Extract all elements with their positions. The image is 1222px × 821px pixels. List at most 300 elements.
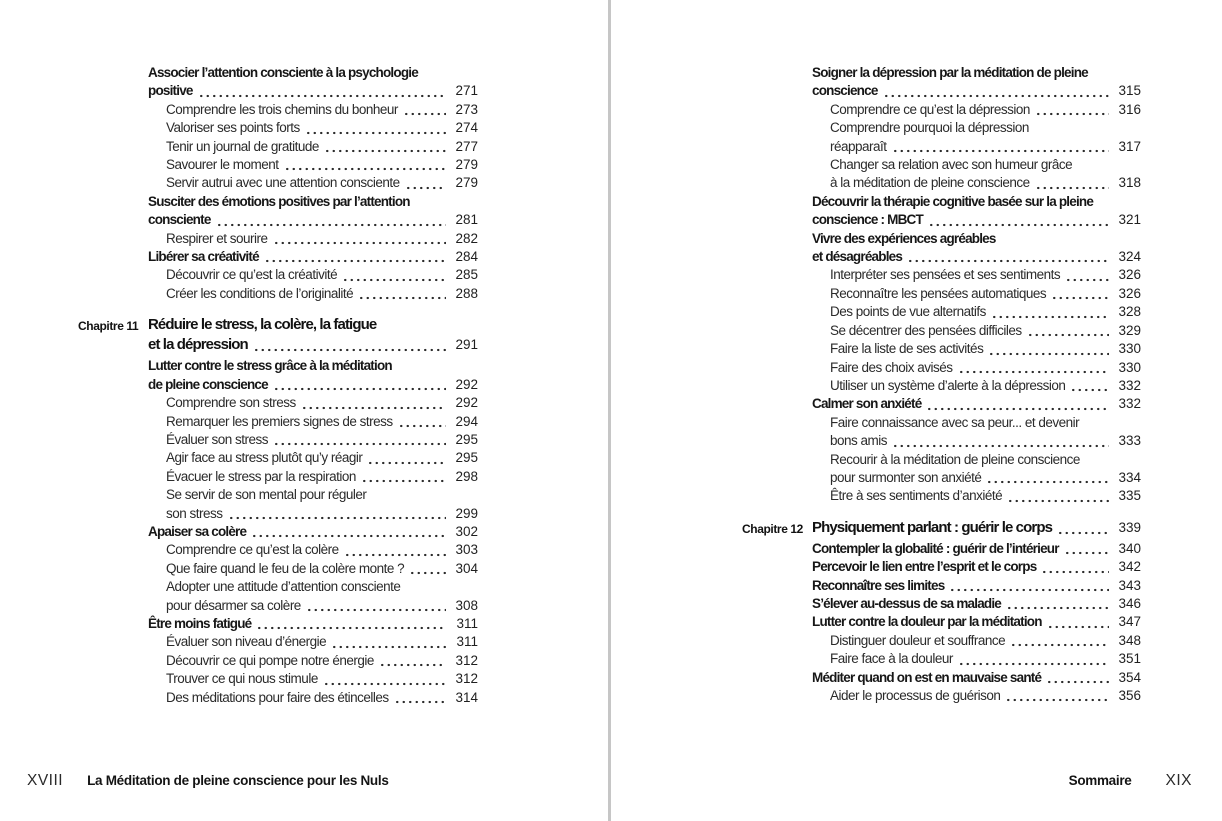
chapter-label: Chapitre 12 (742, 521, 803, 536)
toc-line (148, 101, 478, 119)
right-folio: XIX (1165, 772, 1192, 789)
toc-line (812, 650, 1141, 668)
toc-page-number: 277 (455, 138, 478, 154)
toc-page-number: 321 (1118, 212, 1141, 228)
toc-line (148, 652, 478, 670)
toc-entry-text: et la dépression (148, 336, 248, 354)
dot-leader (958, 370, 1109, 374)
toc-page-number: 334 (1118, 469, 1141, 485)
toc-entry (148, 578, 478, 615)
toc-entry (812, 414, 1141, 451)
toc-line (812, 322, 1141, 340)
toc-line (812, 487, 1141, 505)
toc-entry (812, 230, 1141, 267)
toc-page-number: 354 (1118, 669, 1141, 685)
toc-line (148, 193, 478, 211)
toc-page-number: 351 (1118, 651, 1141, 667)
toc-entry (148, 541, 478, 559)
toc-entry (812, 577, 1141, 595)
toc-entry-text: Lutter contre la douleur par la méditation (812, 614, 1042, 630)
toc-entry (812, 395, 1141, 413)
dot-leader (907, 259, 1109, 263)
toc-page-number: 288 (455, 285, 478, 301)
book-title: La Méditation de pleine conscience pour les Nuls (87, 773, 389, 788)
dot-leader (306, 608, 446, 612)
dot-leader (405, 186, 446, 190)
toc-entry-text: Calmer son anxiété (812, 396, 922, 412)
toc-page-number: 279 (455, 157, 478, 173)
toc-line (148, 266, 478, 284)
toc-line (148, 615, 478, 633)
toc-page-number: 346 (1118, 595, 1141, 611)
toc-page-number: 318 (1118, 175, 1141, 191)
toc-entry-text: Remarquer les premiers signes de stress (166, 413, 393, 429)
toc-entry-text: Réduire le stress, la colère, la fatigue (148, 316, 377, 334)
toc-entry-text: Comprendre les trois chemins du bonheur (166, 101, 398, 117)
toc-line (812, 632, 1141, 650)
toc-entry-text: de pleine conscience (148, 376, 268, 392)
dot-leader (1006, 606, 1109, 610)
toc-entry-text: Évacuer le stress par la respiration (166, 468, 356, 484)
toc-page-number: 282 (455, 230, 478, 246)
toc-page-number: 295 (455, 431, 478, 447)
toc-line (812, 266, 1141, 284)
dot-leader (216, 223, 446, 227)
toc-entry-text: Découvrir ce qu’est la créativité (166, 267, 338, 283)
dot-leader (991, 315, 1109, 319)
dot-leader (398, 424, 446, 428)
toc-entry-text: Utiliser un système d’alerte à la dépression (830, 377, 1066, 393)
toc-page-number: 273 (455, 101, 478, 117)
toc-entry-text: Évaluer son niveau d’énergie (166, 634, 327, 650)
toc-page-number: 302 (455, 523, 478, 539)
toc-line (148, 138, 478, 156)
toc-line (148, 578, 478, 596)
dot-leader (892, 444, 1109, 448)
toc-entry-text: conscience : MBCT (812, 212, 923, 228)
toc-page-number: 315 (1118, 83, 1141, 99)
toc-line (812, 432, 1141, 450)
dot-leader (928, 223, 1109, 227)
toc-page-number: 329 (1118, 322, 1141, 338)
toc-entry-text: Soigner la dépression par la méditation de pleine (812, 65, 1088, 80)
toc-line (812, 138, 1141, 156)
toc-entry (148, 230, 478, 248)
toc-entry-text: à la méditation de pleine conscience (830, 175, 1030, 191)
dot-leader (251, 534, 446, 538)
toc-entry-text: Interpréter ses pensées et ses sentiments (830, 267, 1061, 283)
dot-leader (1007, 499, 1109, 503)
dot-leader (331, 645, 446, 649)
toc-entry (148, 394, 478, 412)
dot-leader (301, 406, 446, 410)
toc-page-number: 335 (1118, 488, 1141, 504)
toc-entry-text: Aider le processus de guérison (830, 688, 1001, 703)
toc-entry-text: Évaluer son stress (166, 431, 269, 447)
toc-line (812, 156, 1141, 174)
dot-leader (403, 112, 446, 116)
toc-page-number: 292 (455, 376, 478, 392)
toc-line (148, 431, 478, 449)
toc-entry (148, 652, 478, 670)
dot-leader (253, 348, 446, 352)
toc-line (148, 670, 478, 688)
section-title: Sommaire (1068, 773, 1132, 788)
toc-entry-text: Servir autrui avec une attention consciente (166, 175, 400, 191)
dot-leader (342, 278, 446, 282)
toc-line (812, 558, 1141, 576)
dot-leader (358, 296, 446, 300)
dot-leader (988, 352, 1109, 356)
toc-entry-text: S’élever au-dessus de sa maladie (812, 595, 1002, 611)
toc-entry (812, 359, 1141, 377)
toc-line (812, 101, 1141, 119)
toc-line (812, 230, 1141, 248)
toc-page-number: 339 (1118, 519, 1141, 535)
toc-entry (812, 650, 1141, 668)
toc-entry-text: Se servir de son mental pour réguler (166, 487, 367, 503)
toc-line (148, 376, 478, 394)
toc-entry-text: Reconnaître ses limites (812, 577, 945, 593)
toc-page-number: 279 (455, 175, 478, 191)
toc-entry (812, 687, 1141, 705)
toc-entry-text: son stress (166, 505, 223, 521)
toc-entry-text: pour surmonter son anxiété (830, 469, 982, 485)
toc-line (148, 335, 478, 355)
toc-entry (812, 193, 1141, 230)
toc-line (148, 119, 478, 137)
toc-entry-text: Créer les conditions de l’originalité (166, 285, 354, 301)
toc-entry-text: Recourir à la méditation de pleine conscience (830, 451, 1080, 467)
toc-entry (148, 248, 478, 266)
toc-entry (148, 449, 478, 467)
toc-entry (812, 669, 1141, 687)
dot-leader (264, 259, 446, 263)
toc-page-number: 332 (1118, 396, 1141, 412)
toc-chapter-entry (742, 518, 1141, 538)
dot-leader (324, 149, 446, 153)
toc-line (812, 377, 1141, 395)
toc-line (148, 156, 478, 174)
dot-leader (958, 662, 1109, 666)
toc-page-number: 311 (456, 634, 478, 650)
toc-entry (812, 487, 1141, 505)
chapter-label: Chapitre 11 (78, 319, 139, 334)
dot-leader (1057, 531, 1109, 535)
toc-entry (148, 523, 478, 541)
toc-line (812, 669, 1141, 687)
toc-entry (148, 64, 478, 101)
toc-line (148, 449, 478, 467)
toc-page-number: 356 (1118, 688, 1141, 703)
toc-page-number: 281 (455, 212, 478, 228)
toc-entry-text: Reconnaître les pensées automatiques (830, 285, 1047, 301)
toc-entry-text: Vivre des expériences agréables (812, 230, 996, 246)
toc-line (812, 359, 1141, 377)
toc-page-number: 294 (455, 413, 478, 429)
toc-entry-text: Méditer quand on est en mauvaise santé (812, 669, 1042, 685)
toc-entry (148, 468, 478, 486)
dot-leader (273, 442, 446, 446)
toc-entry-text: Contempler la globalité : guérir de l’intérieur (812, 540, 1059, 556)
toc-entry (812, 119, 1141, 156)
dot-leader (409, 571, 446, 575)
toc-entry (148, 266, 478, 284)
toc-entry (148, 413, 478, 431)
toc-page-number: 284 (455, 249, 478, 265)
dot-leader (256, 626, 446, 630)
toc-entry (148, 615, 478, 633)
toc-line (812, 64, 1141, 82)
dot-leader (883, 94, 1109, 98)
toc-entry (812, 64, 1141, 101)
toc-entry (148, 560, 478, 578)
toc-page-number: 274 (455, 120, 478, 136)
toc-entry (812, 303, 1141, 321)
toc-line (812, 211, 1141, 229)
dot-leader (228, 516, 446, 520)
toc-entry-text: Physiquement parlant : guérir le corps (812, 518, 1053, 536)
toc-entry (148, 119, 478, 137)
toc-entry (812, 156, 1141, 193)
toc-entry (148, 633, 478, 651)
toc-page-number: 308 (455, 597, 478, 613)
toc-line (148, 541, 478, 559)
dot-leader (198, 94, 446, 98)
toc-entry-text: Adopter une attitude d’attention consciente (166, 579, 401, 595)
toc-page-number: 295 (455, 450, 478, 466)
toc-line (812, 395, 1141, 413)
toc-line (148, 597, 478, 615)
toc-entry-text: Des méditations pour faire des étincelles (166, 689, 389, 705)
toc-page-number: 317 (1118, 138, 1141, 154)
toc-entry (812, 558, 1141, 576)
toc-line (812, 687, 1141, 705)
toc-line (148, 523, 478, 541)
toc-entry-text: Respirer et sourire (166, 230, 268, 246)
dot-leader (1035, 112, 1109, 116)
toc-entry (812, 632, 1141, 650)
toc-entry-text: consciente (148, 212, 211, 228)
toc-line (812, 613, 1141, 631)
left-page-toc (78, 64, 478, 707)
toc-line (148, 468, 478, 486)
toc-page-number: 292 (455, 395, 478, 411)
dot-leader (1046, 680, 1109, 684)
dot-leader (926, 407, 1109, 411)
toc-entry-text: Faire la liste de ses activités (830, 341, 984, 357)
toc-page-number: 285 (455, 267, 478, 283)
toc-line (812, 577, 1141, 595)
toc-line (812, 248, 1141, 266)
dot-leader (1064, 551, 1109, 555)
right-page-footer (1069, 772, 1192, 790)
toc-page-number: 328 (1118, 304, 1141, 320)
dot-leader (1070, 388, 1109, 392)
dot-leader (361, 479, 446, 483)
toc-entry-text: positive (148, 83, 193, 99)
toc-line (148, 505, 478, 523)
toc-entry-text: Tenir un journal de gratitude (166, 138, 319, 154)
left-folio: XVIII (27, 772, 64, 789)
toc-page-number: 326 (1118, 267, 1141, 283)
toc-line (812, 469, 1141, 487)
toc-line (148, 64, 478, 82)
toc-entry-text: Agir face au stress plutôt qu’y réagir (166, 450, 363, 466)
toc-page-number: 330 (1118, 359, 1141, 375)
toc-page-number: 312 (455, 671, 478, 687)
toc-entry (812, 377, 1141, 395)
toc-entry-text: Découvrir ce qui pompe notre énergie (166, 652, 374, 668)
toc-entry (812, 266, 1141, 284)
toc-entry-text: Percevoir le lien entre l’esprit et le corps (812, 559, 1037, 575)
dot-leader (273, 241, 446, 245)
dot-leader (1010, 643, 1109, 647)
toc-entry (812, 101, 1141, 119)
dot-leader (284, 167, 446, 171)
toc-entry-text: Distinguer douleur et souffrance (830, 632, 1006, 648)
dot-leader (344, 553, 446, 557)
toc-entry (148, 156, 478, 174)
toc-entry-text: et désagréables (812, 249, 903, 265)
toc-page-number: 348 (1118, 632, 1141, 648)
toc-page-number: 324 (1118, 249, 1141, 265)
toc-line (812, 414, 1141, 432)
toc-entry-text: Susciter des émotions positives par l’attention (148, 193, 410, 209)
toc-entry (812, 451, 1141, 488)
toc-page-number: 291 (455, 337, 478, 353)
toc-entry-text: Être à ses sentiments d’anxiété (830, 488, 1003, 504)
toc-entry-text: Lutter contre le stress grâce à la méditation (148, 358, 392, 374)
toc-page-number: 311 (456, 615, 478, 631)
toc-page-number: 314 (455, 689, 478, 705)
toc-entry-text: Trouver ce qui nous stimule (166, 671, 318, 687)
toc-entry-text: Savourer le moment (166, 157, 279, 173)
toc-line (812, 540, 1141, 558)
toc-line (148, 413, 478, 431)
toc-entry-text: Comprendre son stress (166, 395, 296, 411)
toc-page-number: 332 (1118, 377, 1141, 393)
toc-entry (812, 613, 1141, 631)
toc-page-number: 342 (1118, 559, 1141, 575)
toc-line (812, 119, 1141, 137)
toc-chapter-entry (78, 315, 478, 355)
toc-line (148, 633, 478, 651)
toc-entry (812, 540, 1141, 558)
toc-entry-text: Libérer sa créativité (148, 249, 259, 265)
dot-leader (1027, 333, 1109, 337)
toc-line (812, 174, 1141, 192)
toc-entry (148, 174, 478, 192)
toc-entry-text: Changer sa relation avec son humeur grâce (830, 157, 1073, 173)
dot-leader (367, 461, 446, 465)
toc-entry (812, 340, 1141, 358)
toc-line (148, 357, 478, 375)
dot-leader (394, 700, 446, 704)
toc-page-number: 312 (455, 652, 478, 668)
toc-entry-text: Apaiser sa colère (148, 523, 247, 539)
toc-entry-text: Faire connaissance avec sa peur... et devenir (830, 414, 1080, 430)
page-gutter-divider (608, 0, 611, 821)
dot-leader (1065, 278, 1109, 282)
dot-leader (949, 588, 1109, 592)
toc-line (148, 689, 478, 707)
toc-page-number: 326 (1118, 285, 1141, 301)
toc-entry-text: Être moins fatigué (148, 615, 252, 631)
toc-line (148, 315, 478, 335)
toc-line (812, 595, 1141, 613)
toc-page-number: 299 (455, 505, 478, 521)
toc-entry (148, 689, 478, 707)
toc-entry-text: Que faire quand le feu de la colère monte ? (166, 560, 405, 576)
toc-line (148, 82, 478, 100)
toc-line (812, 518, 1141, 538)
toc-entry-text: Des points de vue alternatifs (830, 304, 986, 320)
left-page-footer (27, 772, 389, 790)
toc-page-number: 316 (1118, 101, 1141, 117)
toc-page-number: 303 (455, 542, 478, 558)
toc-line (148, 560, 478, 578)
toc-entry-text: bons amis (830, 433, 888, 449)
toc-entry-text: Valoriser ses points forts (166, 120, 300, 136)
toc-page-number: 340 (1118, 540, 1141, 556)
toc-entry-text: pour désarmer sa colère (166, 597, 301, 613)
toc-line (148, 174, 478, 192)
toc-line (148, 248, 478, 266)
toc-entry (148, 193, 478, 230)
toc-entry-text: réapparaît (830, 138, 887, 154)
toc-entry (148, 486, 478, 523)
toc-line (812, 303, 1141, 321)
toc-entry (812, 285, 1141, 303)
dot-leader (273, 387, 446, 391)
dot-leader (1047, 625, 1109, 629)
toc-page-number: 271 (455, 83, 478, 99)
toc-page-number: 347 (1118, 614, 1141, 630)
dot-leader (986, 480, 1109, 484)
toc-page-number: 304 (455, 560, 478, 576)
toc-entry-text: Comprendre ce qu’est la colère (166, 542, 339, 558)
toc-line (812, 82, 1141, 100)
dot-leader (1005, 698, 1109, 702)
toc-line (148, 285, 478, 303)
dot-leader (305, 131, 446, 135)
toc-entry (812, 595, 1141, 613)
toc-page-number: 330 (1118, 341, 1141, 357)
right-page-toc (742, 64, 1141, 705)
toc-page-number: 298 (455, 468, 478, 484)
toc-entry-text: Faire face à la douleur (830, 651, 953, 667)
toc-entry (148, 357, 478, 394)
toc-line (812, 193, 1141, 211)
dot-leader (379, 663, 446, 667)
toc-line (812, 451, 1141, 469)
toc-entry-text: Comprendre ce qu’est la dépression (830, 101, 1030, 117)
toc-line (148, 211, 478, 229)
toc-entry (148, 138, 478, 156)
toc-page-number: 343 (1118, 577, 1141, 593)
toc-entry (148, 670, 478, 688)
toc-line (148, 486, 478, 504)
toc-entry (812, 322, 1141, 340)
dot-leader (1041, 570, 1109, 574)
toc-entry-text: Découvrir la thérapie cognitive basée sur la pleine (812, 193, 1094, 209)
toc-line (148, 230, 478, 248)
toc-line (812, 285, 1141, 303)
toc-entry (148, 101, 478, 119)
toc-entry-text: Se décentrer des pensées difficiles (830, 322, 1022, 338)
toc-line (148, 394, 478, 412)
